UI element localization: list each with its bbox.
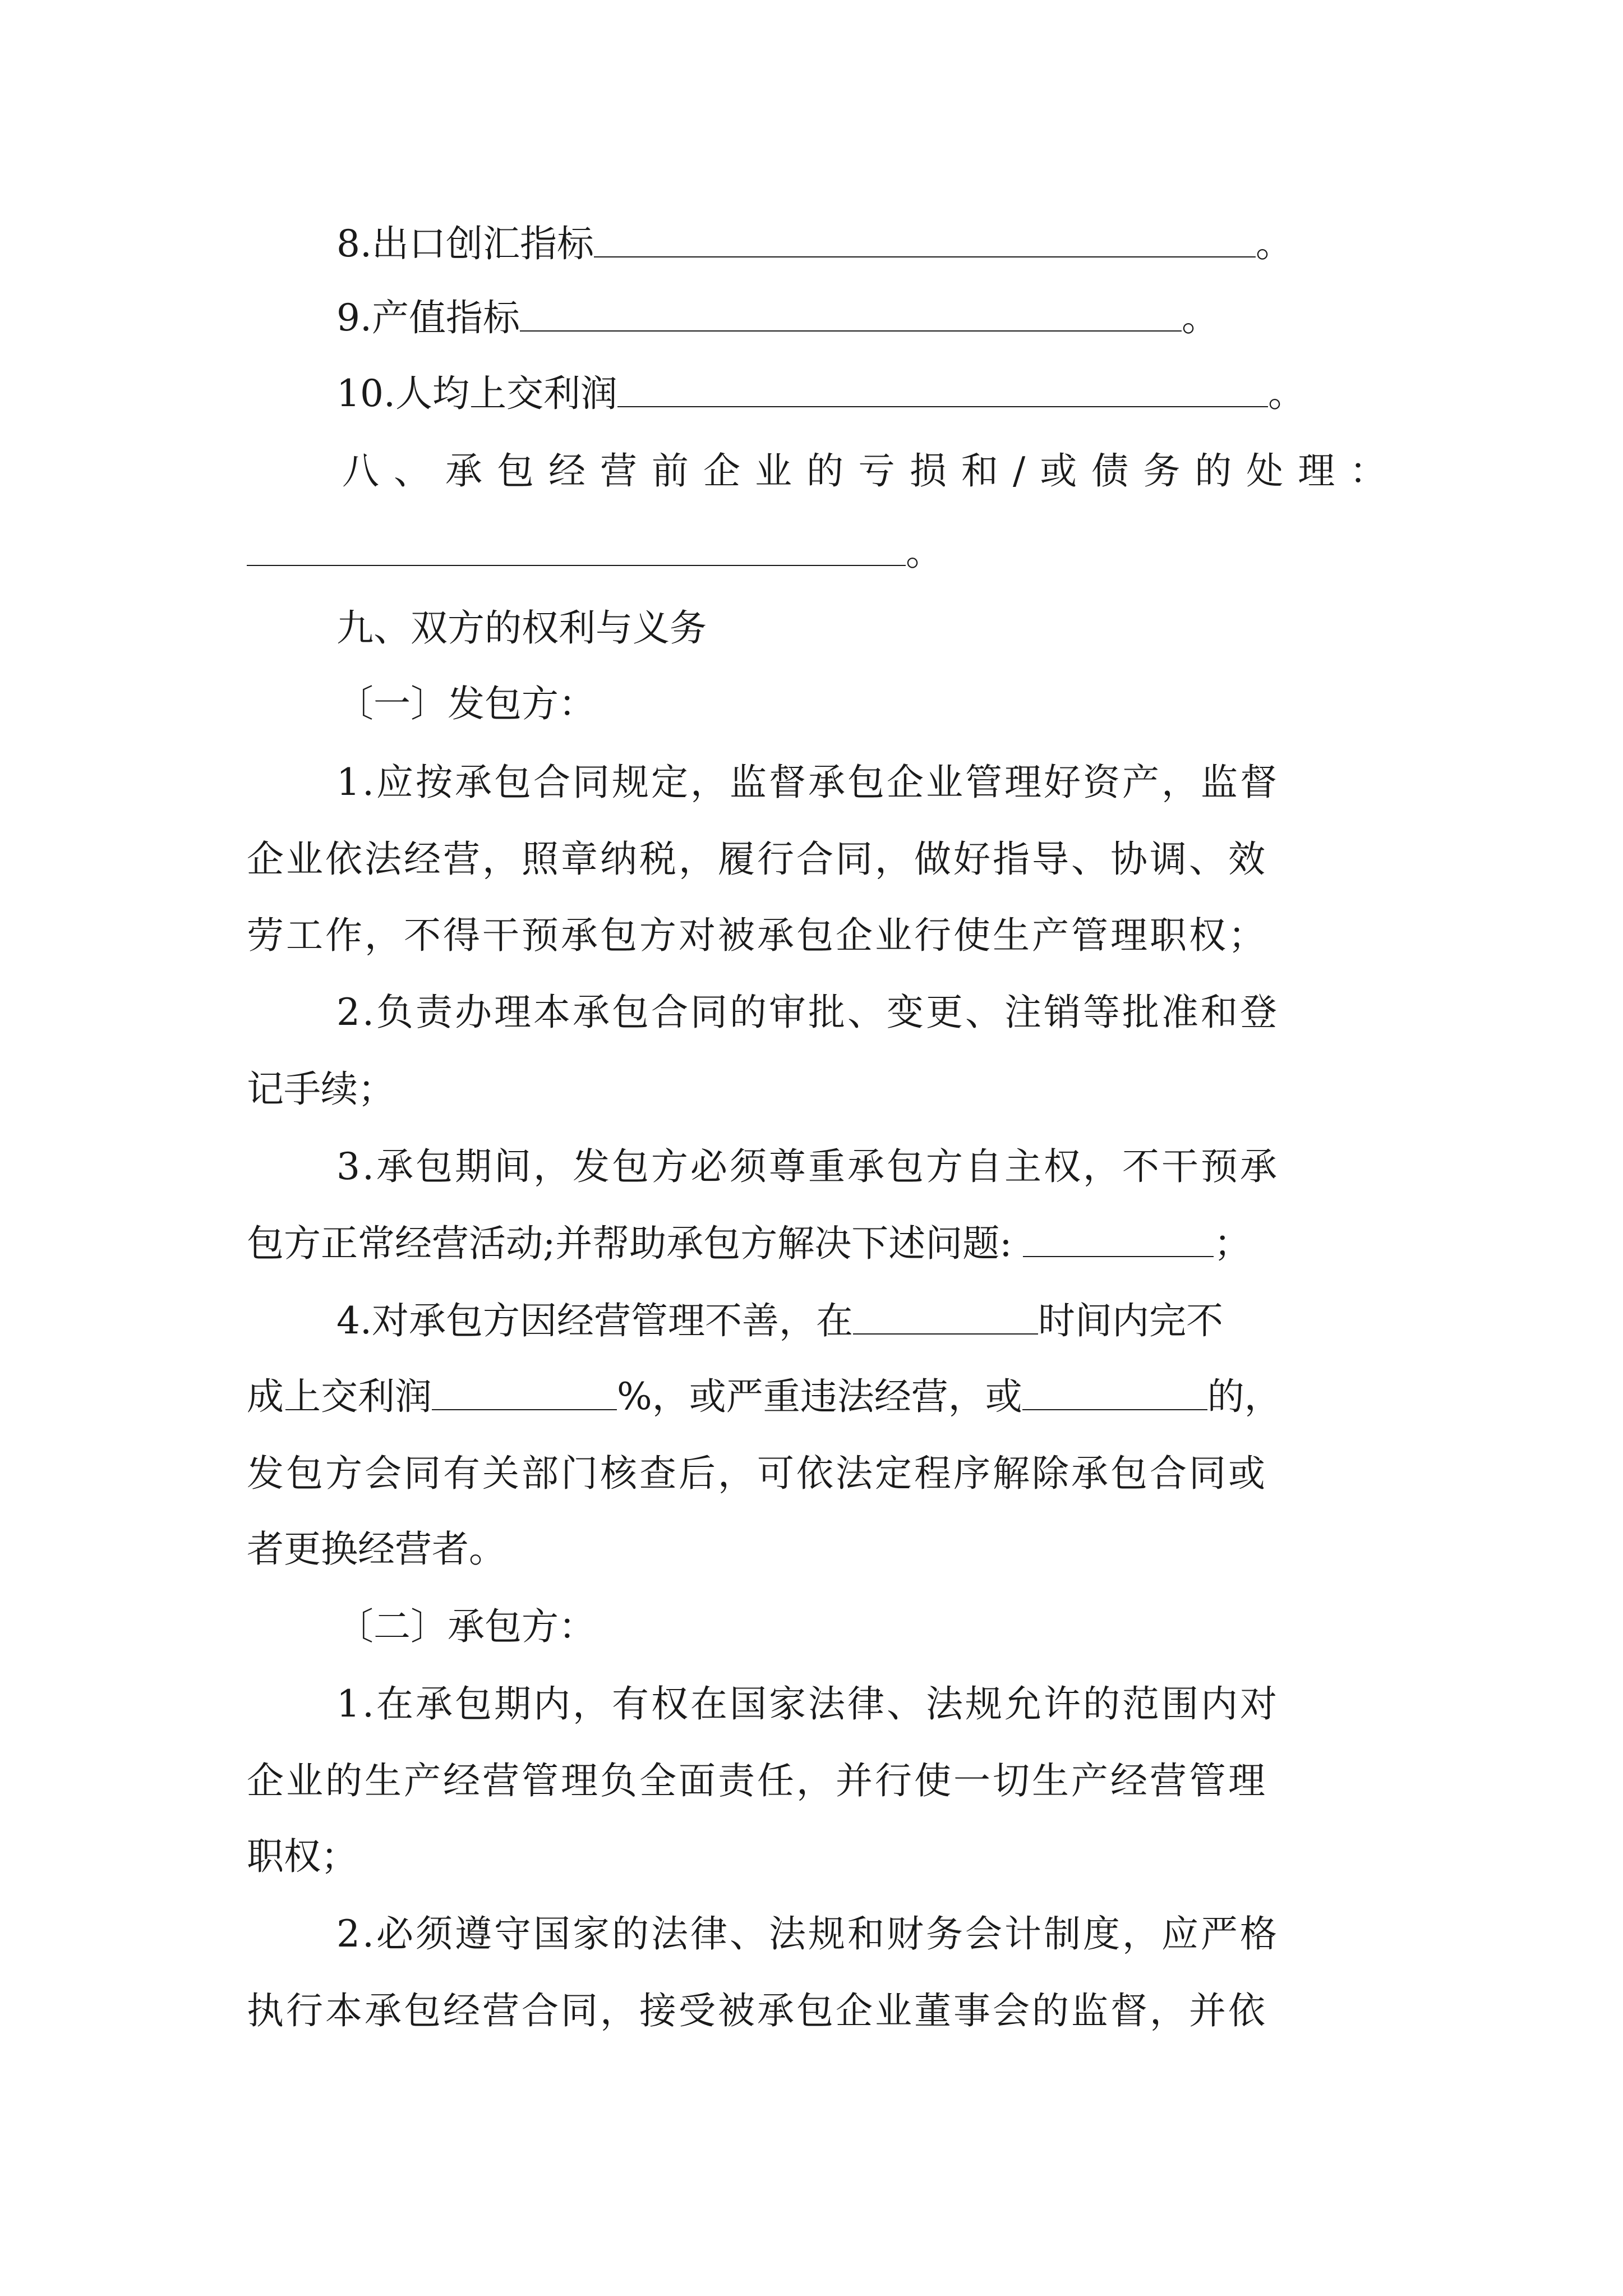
item9-label: 9.产值指标	[336, 296, 520, 339]
party-a-p3-line1: 3.承包期间，发包方必须尊重承包方自主权，不干预承	[336, 1145, 1279, 1188]
party-a-p1-line2: 企业依法经营，照章纳税，履行合同，做好指导、协调、效	[247, 838, 1267, 881]
party-a-heading: 〔一〕发包方：	[336, 682, 596, 725]
item10-end: 。	[1267, 372, 1305, 415]
item9-blank[interactable]	[520, 296, 1182, 332]
party-a-p2-line1: 2.负责办理本承包合同的审批、变更、注销等批准和登	[336, 991, 1279, 1034]
party-a-p1-line3: 劳工作，不得干预承包方对被承包企业行使生产管理职权；	[247, 914, 1267, 957]
item8-line	[336, 222, 1481, 266]
item10-label: 10.人均上交利润	[336, 372, 617, 415]
party-a-p4-line1	[336, 1299, 1481, 1343]
item8-blank[interactable]	[594, 222, 1256, 257]
section8-answer-line	[247, 530, 1391, 575]
party-a-p2-line2: 记手续；	[247, 1068, 395, 1111]
item8-label: 8.出口创汇指标	[336, 222, 594, 265]
party-a-p4-blank-3[interactable]	[1022, 1374, 1207, 1410]
party-a-p4-line2	[247, 1374, 1391, 1419]
party-b-p2-line2: 执行本承包经营合同，接受被承包企业董事会的监督，并依	[247, 1989, 1267, 2032]
party-a-p4-blank-2[interactable]	[432, 1374, 617, 1410]
party-a-p4-text-d: %，或严重违法经营，或	[617, 1375, 1022, 1418]
party-a-p4-blank-1[interactable]	[853, 1299, 1038, 1335]
party-b-p1-line2: 企业的生产经营管理负全面责任，并行使一切生产经营管理	[247, 1759, 1267, 1802]
party-a-p3-line2	[247, 1221, 1391, 1266]
item8-end: 。	[1255, 222, 1293, 265]
item10-blank[interactable]	[617, 371, 1268, 407]
item9-line	[336, 296, 1481, 341]
party-b-heading: 〔二〕承包方：	[336, 1605, 596, 1648]
party-a-p4-line3: 发包方会同有关部门核查后，可依法定程序解除承包合同或	[247, 1452, 1267, 1495]
party-a-p3-text: 包方正常经营活动;并帮助承包方解决下述问题:	[247, 1222, 1012, 1265]
party-a-p4-text-a: 4.对承包方因经营管理不善，在	[336, 1299, 853, 1342]
party-a-p4-line4: 者更换经营者。	[247, 1527, 506, 1571]
section8-blank[interactable]	[247, 530, 906, 566]
party-a-p4-text-b: 时间内完不	[1038, 1299, 1223, 1342]
item10-line	[336, 371, 1481, 416]
section8-end: 。	[906, 531, 943, 574]
section8-heading: 八、承包经营前企业的亏损和/或债务的处理：	[342, 449, 1401, 493]
party-b-p1-line3: 职权；	[247, 1835, 358, 1878]
section9-heading: 九、双方的权利与义务	[336, 606, 707, 650]
item9-end: 。	[1181, 296, 1219, 339]
party-a-p1-line1: 1.应按承包合同规定，监督承包企业管理好资产，监督	[336, 761, 1279, 804]
party-b-p1-line1: 1.在承包期内，有权在国家法律、法规允许的范围内对	[336, 1682, 1279, 1726]
party-a-p4-text-c: 成上交利润	[247, 1375, 432, 1418]
party-a-p4-text-e: 的，	[1207, 1375, 1281, 1418]
party-a-p3-blank[interactable]	[1023, 1221, 1214, 1257]
party-a-p3-end: ；	[1214, 1222, 1251, 1265]
party-b-p2-line1: 2.必须遵守国家的法律、法规和财务会计制度，应严格	[336, 1912, 1279, 1955]
